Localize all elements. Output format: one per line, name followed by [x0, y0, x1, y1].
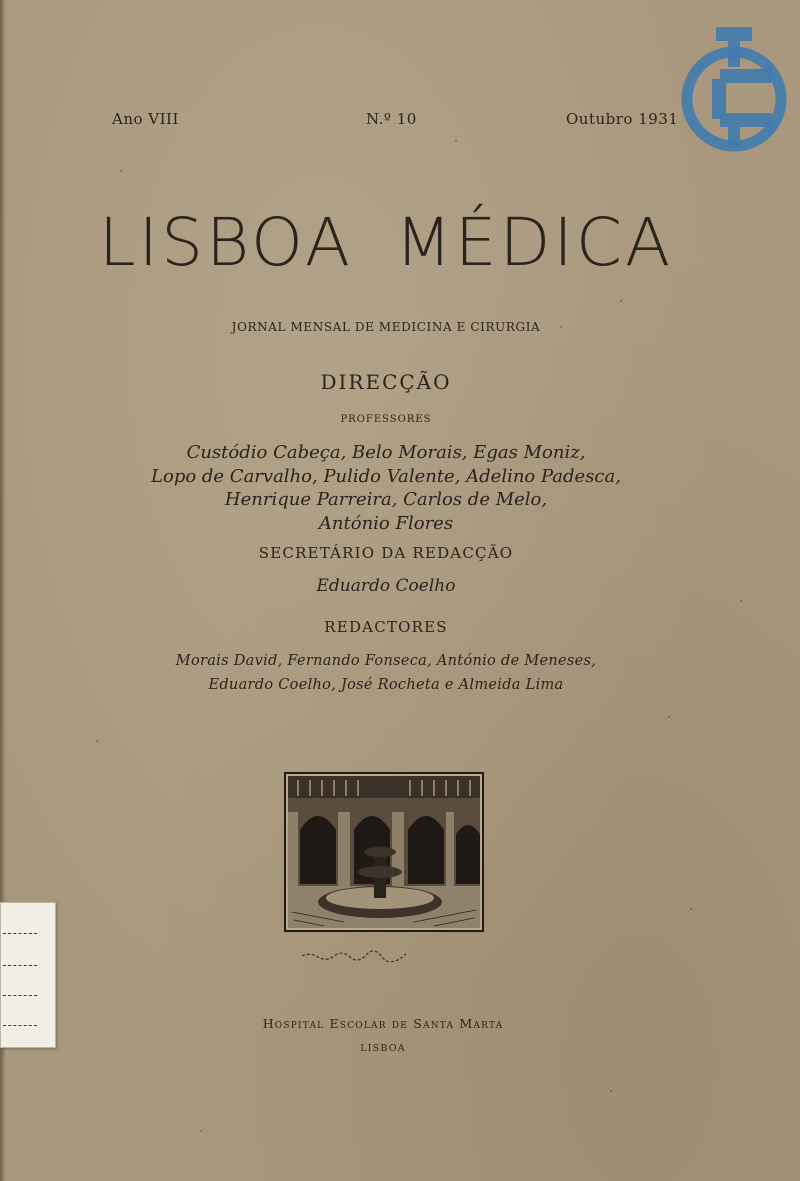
journal-title: LISBOA MÉDICA [98, 204, 674, 281]
paper-speck [120, 170, 122, 172]
paper-speck [455, 140, 457, 142]
paper-speck [96, 740, 98, 742]
paper-speck [668, 716, 670, 718]
label-line [3, 965, 37, 966]
director-names-line: Henrique Parreira, Carlos de Melo, [224, 489, 548, 510]
director-names-line: António Flores [318, 512, 454, 534]
paper-speck [620, 300, 622, 302]
ink-scribble [300, 950, 410, 962]
volume-label: Ano VIII [112, 110, 179, 128]
library-stamp-icon [678, 27, 790, 155]
direction-heading: DIRECÇÃO [320, 370, 452, 394]
issue-number: N.º 10 [366, 110, 417, 128]
paper-speck [740, 600, 742, 602]
editor-names-line: Eduardo Coelho, José Rocheta e Almeida Lima [208, 677, 564, 693]
secretary-heading: SECRETÁRIO DA REDACÇÃO [258, 544, 514, 562]
label-line [3, 995, 37, 996]
director-names-line: Custódio Cabeça, Belo Morais, Egas Moniz, [186, 442, 586, 463]
paper-speck [690, 908, 692, 910]
courtyard-fountain-engraving [284, 772, 484, 932]
secretary-name: Eduardo Coelho [316, 576, 456, 596]
publisher-city: LISBOA [360, 1043, 406, 1054]
issue-date: Outubro 1931 [566, 110, 679, 128]
editors-heading: REDACTORES [324, 618, 448, 636]
director-names-line: Lopo de Carvalho, Pulido Valente, Adelino Padesca, [151, 465, 621, 487]
journal-subtitle: JORNAL MENSAL DE MEDICINA E CIRURGIA [231, 320, 541, 334]
paper-speck [610, 1090, 612, 1092]
director-names [0, 441, 772, 535]
paper-speck [200, 1130, 202, 1132]
label-line [3, 933, 37, 934]
shelf-label [0, 902, 56, 1048]
professors-label: PROFESSORES [340, 414, 432, 425]
label-line [3, 1025, 37, 1026]
publisher-name: Hospital Escolar de Santa Marta [262, 1016, 504, 1031]
editor-names-line: Morais David, Fernando Fonseca, António de Meneses, [175, 653, 597, 669]
editor-names [0, 649, 772, 697]
